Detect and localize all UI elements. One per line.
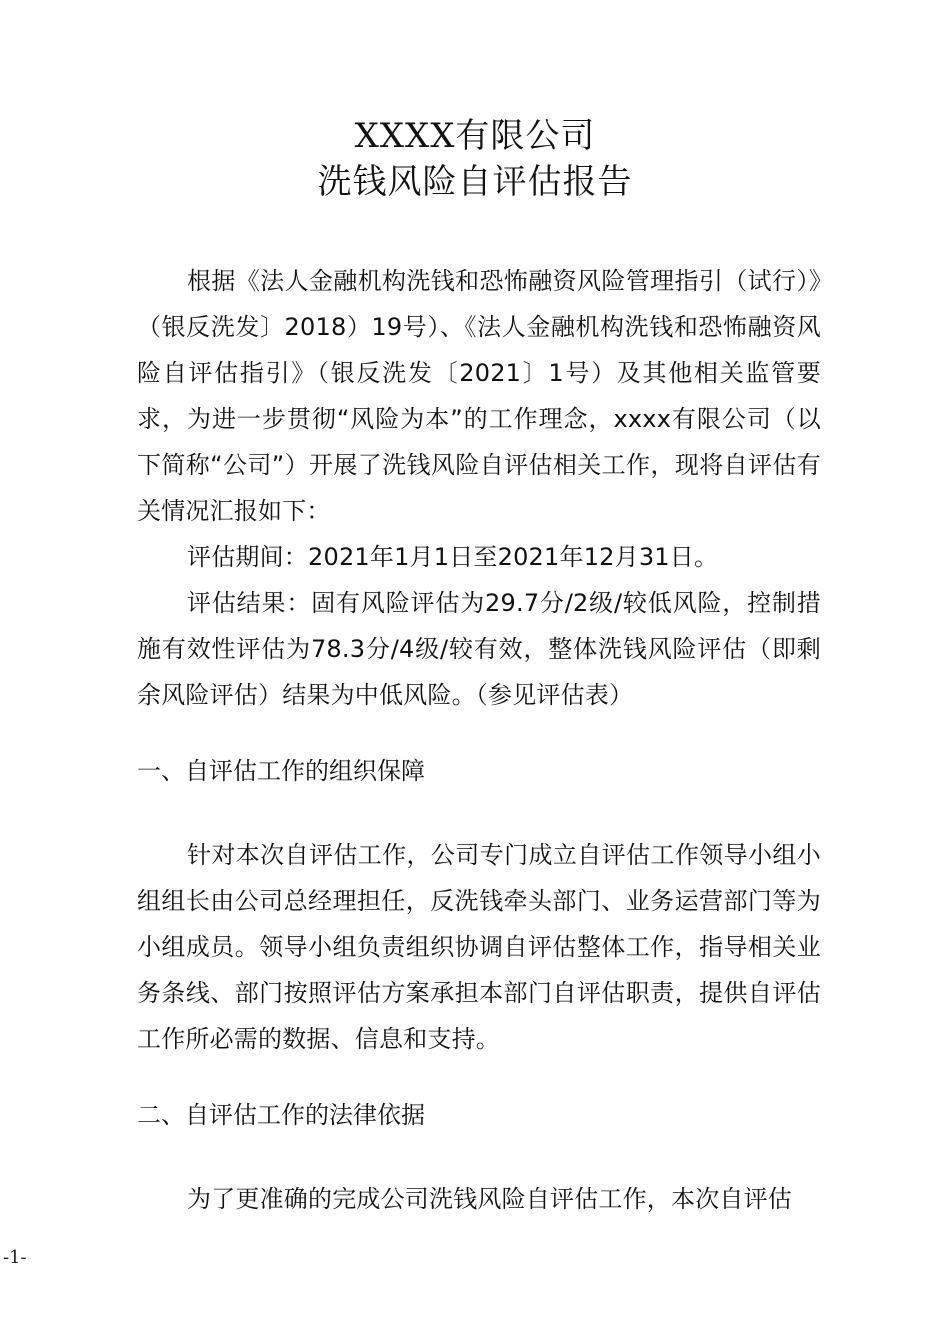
page-number: -1-: [3, 1247, 27, 1268]
section1-heading: 一、自评估工作的组织保障: [137, 757, 425, 785]
period-paragraph: 评估期间：2021年1月1日至2021年12月31日。: [187, 543, 719, 571]
document-title-company: XXXX有限公司: [354, 116, 596, 156]
document-title-report: 洗钱风险自评估报告: [317, 162, 633, 202]
result-paragraph: 评估结果：固有风险评估为29.7分/2级/较低风险，控制措施有效性评估为78.3分/4级/较有效，整体洗钱风险评估（即剩余风险评估）结果为中低风险。（参见评估表）: [137, 589, 821, 709]
section2-heading: 二、自评估工作的法律依据: [137, 1101, 425, 1129]
intro-paragraph: 根据《法人金融机构洗钱和恐怖融资风险管理指引（试行）》（银反洗发〕2018）19号）、《法人金融机构洗钱和恐怖融资风险自评估指引》（银反洗发〔2021〕1号）及其他相关监管要求，为进一步贯彻“风险为本”的工作理念，xxxx有限公司（以下简称“公司”）开展了洗钱风险自评估相关工作，现将自评估有关情况汇报如下：: [137, 267, 821, 525]
section1-paragraph: 针对本次自评估工作，公司专门成立自评估工作领导小组小组组长由公司总经理担任，反洗钱牵头部门、业务运营部门等为小组成员。领导小组负责组织协调自评估整体工作，指导相关业务条线、部门按照评估方案承担本部门自评估职责，提供自评估工作所必需的数据、信息和支持。: [137, 841, 821, 1053]
section2-paragraph: 为了更准确的完成公司洗钱风险自评估工作，本次自评估: [187, 1185, 792, 1213]
